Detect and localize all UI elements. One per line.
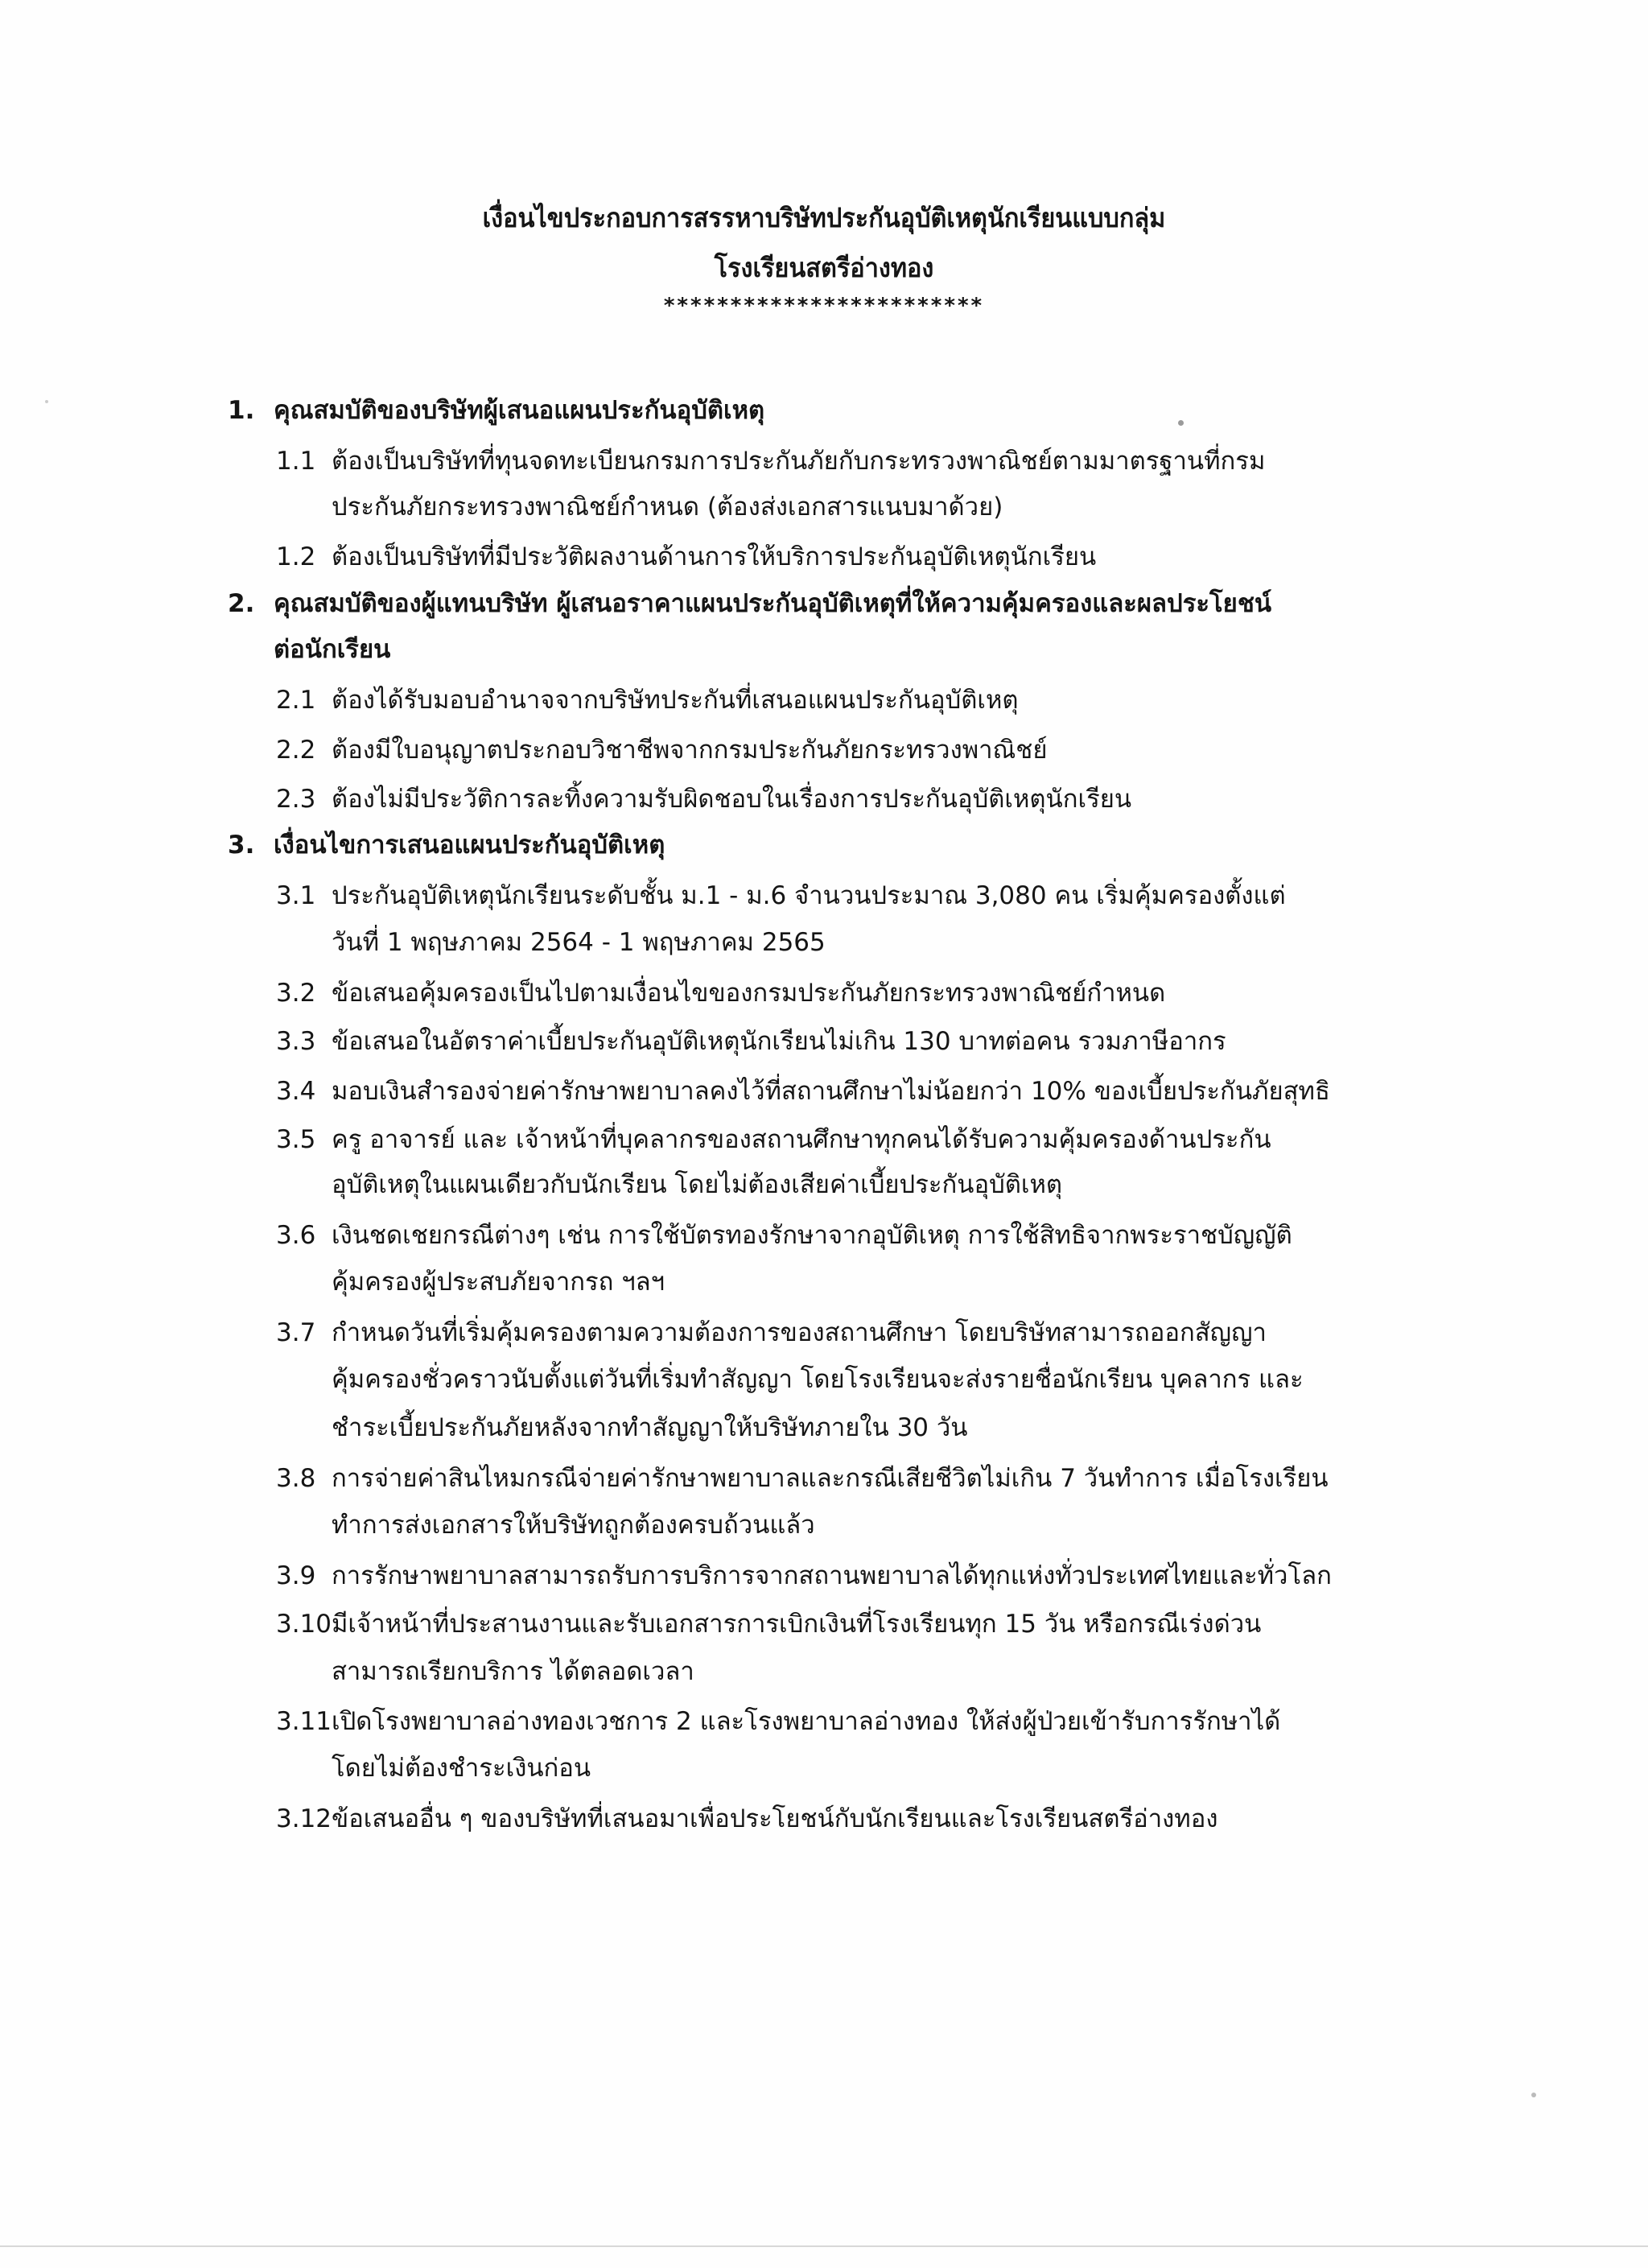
item-number: 1.2 <box>276 542 316 571</box>
item-text-cont: คุ้มครองชั่วคราวนับตั้งแต่วันที่เริ่มทำสัญญา โดยโรงเรียนจะส่งรายชื่อนักเรียน บุคลากร และ <box>332 1365 1304 1394</box>
item-number: 3.4 <box>276 1077 316 1106</box>
scan-speck <box>1531 2093 1536 2097</box>
item-text: ต้องเป็นบริษัทที่ทุนจดทะเบียนกรมการประกันภัยกับกระทรวงพาณิชย์ตามมาตรฐานที่กรม <box>332 447 1266 476</box>
item-number: 3.9 <box>276 1561 316 1590</box>
document-title: เงื่อนไขประกอบการสรรหาบริษัทประกันอุบัติเหตุนักเรียนแบบกลุ่ม <box>482 202 1166 233</box>
item-text: ต้องไม่มีประวัติการละทิ้งความรับผิดชอบในเรื่องการประกันอุบัติเหตุนักเรียน <box>332 785 1132 814</box>
item-text: ต้องเป็นบริษัทที่มีประวัติผลงานด้านการให้บริการประกันอุบัติเหตุนักเรียน <box>332 542 1097 571</box>
item-text: ข้อเสนออื่น ๆ ของบริษัทที่เสนอมาเพื่อประโยชน์กับนักเรียนและโรงเรียนสตรีอ่างทอง <box>332 1804 1218 1833</box>
item-number: 3.2 <box>276 979 316 1008</box>
item-text-cont: สามารถเรียกบริการ ได้ตลอดเวลา <box>332 1657 694 1686</box>
item-text: มอบเงินสำรองจ่ายค่ารักษาพยาบาลคงไว้ที่สถานศึกษาไม่น้อยกว่า 10% ของเบี้ยประกันภัยสุทธิ <box>332 1077 1330 1106</box>
section-title: เงื่อนไขการเสนอแผนประกันอุบัติเหตุ <box>274 831 665 860</box>
scan-speck <box>45 400 48 403</box>
scan-edge <box>0 2245 1648 2247</box>
item-text: ต้องได้รับมอบอำนาจจากบริษัทประกันที่เสนอแผนประกันอุบัติเหตุ <box>332 686 1019 715</box>
item-text: ต้องมีใบอนุญาตประกอบวิชาชีพจากกรมประกันภัยกระทรวงพาณิชย์ <box>332 736 1048 765</box>
item-text-cont: ประกันภัยกระทรวงพาณิชย์กำหนด (ต้องส่งเอกสารแนบมาด้วย) <box>332 493 1003 522</box>
item-number: 3.1 <box>276 881 316 910</box>
item-text-cont: คุ้มครองผู้ประสบภัยจากรถ ฯลฯ <box>332 1268 665 1297</box>
item-text: ประกันอุบัติเหตุนักเรียนระดับชั้น ม.1 - ม.6 จำนวนประมาณ 3,080 คน เริ่มคุ้มครองตั้งแต่ <box>332 881 1286 910</box>
item-number: 1.1 <box>276 447 316 476</box>
item-number: 3.7 <box>276 1318 316 1347</box>
item-number: 2.1 <box>276 686 316 715</box>
item-number: 3.11 <box>276 1707 332 1736</box>
item-number: 3.8 <box>276 1464 316 1493</box>
item-text-cont: ทำการส่งเอกสารให้บริษัทถูกต้องครบถ้วนแล้ว <box>332 1511 815 1540</box>
item-text-cont: วันที่ 1 พฤษภาคม 2564 - 1 พฤษภาคม 2565 <box>332 928 826 957</box>
item-text: เปิดโรงพยาบาลอ่างทองเวชการ 2 และโรงพยาบาลอ่างทอง ให้ส่งผู้ป่วยเข้ารับการรักษาได้ <box>332 1707 1281 1736</box>
item-number: 3.3 <box>276 1027 316 1056</box>
item-text: ข้อเสนอในอัตราค่าเบี้ยประกันอุบัติเหตุนักเรียนไม่เกิน 130 บาทต่อคน รวมภาษีอากร <box>332 1027 1226 1056</box>
item-text: เงินชดเชยกรณีต่างๆ เช่น การใช้บัตรทองรักษาจากอุบัติเหตุ การใช้สิทธิจากพระราชบัญญัติ <box>332 1221 1292 1250</box>
item-text: ข้อเสนอคุ้มครองเป็นไปตามเงื่อนไขของกรมประกันภัยกระทรวงพาณิชย์กำหนด <box>332 979 1166 1008</box>
title-separator: ************************ <box>663 294 985 318</box>
section-title: คุณสมบัติของผู้แทนบริษัท ผู้เสนอราคาแผนประกันอุบัติเหตุที่ให้ความคุ้มครองและผลประโยชน์ <box>274 589 1272 618</box>
item-text: การจ่ายค่าสินไหมกรณีจ่ายค่ารักษาพยาบาลและกรณีเสียชีวิตไม่เกิน 7 วันทำการ เมื่อโรงเรียน <box>332 1464 1329 1493</box>
item-number: 3.6 <box>276 1221 316 1250</box>
school-name: โรงเรียนสตรีอ่างทอง <box>714 252 934 283</box>
scan-speck <box>1178 420 1184 426</box>
section-title: คุณสมบัติของบริษัทผู้เสนอแผนประกันอุบัติเหตุ <box>274 396 765 425</box>
item-number: 3.12 <box>276 1804 332 1833</box>
item-text: มีเจ้าหน้าที่ประสานงานและรับเอกสารการเบิกเงินที่โรงเรียนทุก 15 วัน หรือกรณีเร่งด่วน <box>332 1610 1262 1639</box>
item-text-cont: อุบัติเหตุในแผนเดียวกับนักเรียน โดยไม่ต้องเสียค่าเบี้ยประกันอุบัติเหตุ <box>332 1170 1063 1199</box>
item-number: 2.2 <box>276 736 316 765</box>
item-text: ครู อาจารย์ และ เจ้าหน้าที่บุคลากรของสถานศึกษาทุกคนได้รับความคุ้มครองด้านประกัน <box>332 1125 1271 1154</box>
section-title-cont: ต่อนักเรียน <box>274 635 391 664</box>
item-text: กำหนดวันที่เริ่มคุ้มครองตามความต้องการของสถานศึกษา โดยบริษัทสามารถออกสัญญา <box>332 1318 1267 1347</box>
item-number: 3.10 <box>276 1610 332 1639</box>
item-text-cont: ชำระเบี้ยประกันภัยหลังจากทำสัญญาให้บริษัทภายใน 30 วัน <box>332 1413 968 1442</box>
item-number: 2.3 <box>276 785 316 814</box>
section-number: 3. <box>228 831 255 860</box>
item-text-cont: โดยไม่ต้องชำระเงินก่อน <box>332 1754 591 1783</box>
section-number: 1. <box>228 396 255 425</box>
item-text: การรักษาพยาบาลสามารถรับการบริการจากสถานพยาบาลได้ทุกแห่งทั่วประเทศไทยและทั่วโลก <box>332 1561 1332 1590</box>
section-number: 2. <box>228 589 255 618</box>
document-header <box>0 193 1648 322</box>
item-number: 3.5 <box>276 1125 316 1154</box>
